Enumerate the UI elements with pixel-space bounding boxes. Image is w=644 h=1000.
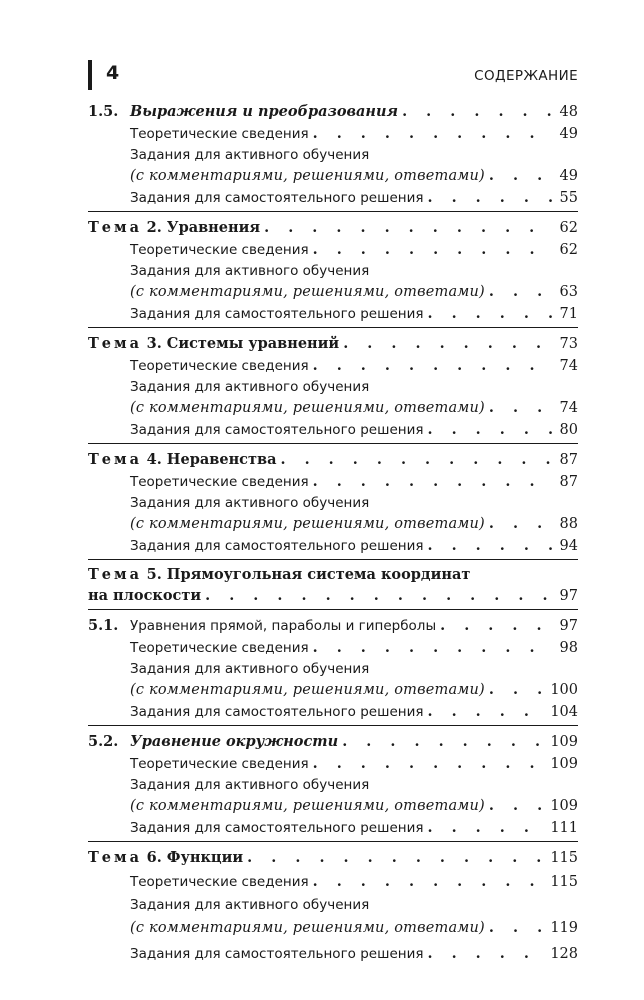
section-title-cont: на плоскости	[88, 587, 202, 604]
dot-leader	[313, 869, 547, 895]
dot-leader	[313, 471, 552, 493]
page-ref: 48	[559, 104, 578, 120]
toc-section-1-5	[88, 101, 578, 212]
toc-entry-active[interactable]	[88, 165, 578, 187]
toc-entry-independent[interactable]	[88, 419, 578, 441]
entry-label: Теоретические сведения	[130, 474, 309, 490]
toc-entry-active-line1[interactable]	[88, 659, 578, 679]
dot-leader	[264, 217, 552, 239]
toc-entry-active[interactable]	[88, 513, 578, 535]
entry-label: Задания для самостоятельного решения	[130, 422, 424, 438]
toc-entry-active-line1[interactable]	[88, 895, 578, 915]
tema-word: Тема	[88, 566, 143, 583]
toc-entry-theory[interactable]	[88, 123, 578, 145]
entry-label: Задания для самостоятельного решения	[130, 538, 424, 554]
toc-entry-heading[interactable]	[88, 585, 578, 607]
dot-leader	[489, 679, 546, 701]
toc-entry-theory[interactable]	[88, 753, 578, 775]
toc-entry-heading[interactable]	[88, 333, 578, 355]
toc-entry-heading[interactable]	[88, 101, 578, 123]
page-ref: 80	[559, 422, 578, 438]
page-number: 4	[106, 62, 120, 84]
toc-entry-heading[interactable]	[88, 847, 578, 869]
entry-label: Задания для активного обучения	[130, 897, 370, 913]
dot-leader	[343, 333, 552, 355]
entry-label: (с комментариями, решениями, ответами)	[130, 168, 485, 184]
dot-leader	[489, 915, 546, 941]
toc-entry-active-line1[interactable]	[88, 377, 578, 397]
page-ref: 55	[559, 190, 578, 206]
dot-leader	[205, 585, 552, 607]
dot-leader	[280, 449, 552, 471]
toc-entry-heading[interactable]	[88, 731, 578, 753]
page-ref: 71	[559, 306, 578, 322]
page-ref: 111	[550, 820, 578, 836]
dot-leader	[313, 239, 552, 261]
toc-section-tema-5	[88, 565, 578, 610]
toc-section-tema-3	[88, 333, 578, 444]
page-ref: 109	[550, 798, 578, 814]
dot-leader	[427, 817, 546, 839]
toc-entry-independent[interactable]	[88, 535, 578, 557]
dot-leader	[313, 355, 552, 377]
dot-leader	[313, 753, 547, 775]
toc-entry-independent[interactable]	[88, 303, 578, 325]
dot-leader	[427, 941, 546, 967]
toc-entry-theory[interactable]	[88, 637, 578, 659]
page-ref: 119	[550, 920, 578, 936]
dot-leader	[247, 847, 546, 869]
page-ref: 109	[550, 756, 578, 772]
dot-leader	[489, 397, 552, 419]
entry-label: Задания для активного обучения	[130, 661, 370, 677]
entry-label: (с комментариями, решениями, ответами)	[130, 516, 485, 532]
section-number: 1.5.	[88, 103, 119, 120]
toc-entry-active-line1[interactable]	[88, 493, 578, 513]
toc-entry-heading-line1[interactable]	[88, 565, 578, 585]
dot-leader	[489, 513, 552, 535]
section-number: 5.1.	[88, 617, 119, 634]
toc-entry-independent[interactable]	[88, 941, 578, 967]
dot-leader	[489, 165, 552, 187]
page-ref: 97	[559, 618, 578, 634]
entry-label: Задания для активного обучения	[130, 263, 370, 279]
toc-entry-independent[interactable]	[88, 187, 578, 209]
entry-label: (с комментариями, решениями, ответами)	[130, 798, 485, 814]
entry-label: Теоретические сведения	[130, 756, 309, 772]
page-ref: 100	[550, 682, 578, 698]
toc-entry-heading[interactable]	[88, 615, 578, 637]
toc-entry-active[interactable]	[88, 795, 578, 817]
toc-entry-independent[interactable]	[88, 701, 578, 723]
page-ref: 74	[559, 400, 578, 416]
section-title: Уравнение окружности	[130, 733, 339, 750]
entry-label: Задания для самостоятельного решения	[130, 704, 424, 720]
entry-label: (с комментариями, решениями, ответами)	[130, 400, 485, 416]
dot-leader	[427, 303, 552, 325]
toc-section-tema-2	[88, 217, 578, 328]
entry-label: Теоретические сведения	[130, 640, 309, 656]
toc-entry-active-line1[interactable]	[88, 775, 578, 795]
section-title: Выражения и преобразования	[130, 103, 399, 120]
page-ref: 115	[550, 874, 578, 890]
page-ref: 88	[559, 516, 578, 532]
page-ref: 98	[559, 640, 578, 656]
entry-label: Задания для самостоятельного решения	[130, 190, 424, 206]
page-ref: 87	[559, 452, 578, 468]
section-title: Уравнения прямой, параболы и гиперболы	[130, 618, 437, 634]
section-number: 5.2.	[88, 733, 119, 750]
dot-leader	[427, 535, 552, 557]
page-ref: 63	[559, 284, 578, 300]
dot-leader	[489, 795, 546, 817]
section-title: 5. Прямоугольная система координат	[146, 566, 471, 583]
entry-label: Задания для активного обучения	[130, 495, 370, 511]
running-head: СОДЕРЖАНИЕ	[474, 68, 578, 84]
toc-section-5-1	[88, 615, 578, 726]
dot-leader	[402, 101, 552, 123]
section-title: 4. Неравенства	[146, 451, 277, 468]
toc-entry-theory[interactable]	[88, 869, 578, 895]
entry-label: Задания для активного обучения	[130, 379, 370, 395]
entry-label: (с комментариями, решениями, ответами)	[130, 920, 485, 936]
tema-word: Тема	[88, 849, 143, 866]
entry-label: Задания для самостоятельного решения	[130, 306, 424, 322]
toc-entry-theory[interactable]	[88, 355, 578, 377]
section-title: 2. Уравнения	[146, 219, 261, 236]
table-of-contents	[88, 101, 578, 974]
header-rule	[88, 60, 92, 90]
toc-entry-active[interactable]	[88, 915, 578, 941]
tema-word: Тема	[88, 335, 143, 352]
toc-entry-theory[interactable]	[88, 239, 578, 261]
toc-section-tema-4	[88, 449, 578, 560]
page-ref: 62	[559, 242, 578, 258]
dot-leader	[313, 637, 552, 659]
page-ref: 115	[550, 850, 578, 866]
entry-label: Теоретические сведения	[130, 874, 309, 890]
entry-label: Теоретические сведения	[130, 242, 309, 258]
page-ref: 62	[559, 220, 578, 236]
toc-section-tema-6	[88, 847, 578, 969]
page-ref: 128	[550, 946, 578, 962]
dot-leader	[313, 123, 552, 145]
toc-entry-active-line1[interactable]	[88, 261, 578, 281]
toc-entry-independent[interactable]	[88, 817, 578, 839]
entry-label: Задания для активного обучения	[130, 777, 370, 793]
entry-label: Задания для самостоятельного решения	[130, 820, 424, 836]
dot-leader	[427, 187, 552, 209]
section-title: 3. Системы уравнений	[146, 335, 340, 352]
dot-leader	[427, 419, 552, 441]
toc-entry-active-line1[interactable]	[88, 145, 578, 165]
entry-label: (с комментариями, решениями, ответами)	[130, 682, 485, 698]
toc-entry-heading[interactable]	[88, 449, 578, 471]
section-title: 6. Функции	[146, 849, 244, 866]
page-ref: 87	[559, 474, 578, 490]
dot-leader	[489, 281, 552, 303]
toc-entry-active[interactable]	[88, 679, 578, 701]
toc-entry-active[interactable]	[88, 281, 578, 303]
page-ref: 97	[559, 588, 578, 604]
tema-word: Тема	[88, 451, 143, 468]
toc-entry-heading[interactable]	[88, 217, 578, 239]
dot-leader	[440, 615, 552, 637]
page-ref: 109	[550, 734, 578, 750]
entry-label: Теоретические сведения	[130, 358, 309, 374]
toc-entry-active[interactable]	[88, 397, 578, 419]
entry-label: Задания для самостоятельного решения	[130, 946, 424, 962]
page-ref: 49	[559, 126, 578, 142]
page-ref: 49	[559, 168, 578, 184]
entry-label: Теоретические сведения	[130, 126, 309, 142]
page-ref: 73	[559, 336, 578, 352]
page-ref: 104	[550, 704, 578, 720]
tema-word: Тема	[88, 219, 143, 236]
entry-label: Задания для активного обучения	[130, 147, 370, 163]
page-ref: 94	[559, 538, 578, 554]
toc-section-5-2	[88, 731, 578, 842]
toc-entry-theory[interactable]	[88, 471, 578, 493]
entry-label: (с комментариями, решениями, ответами)	[130, 284, 485, 300]
dot-leader	[342, 731, 546, 753]
dot-leader	[427, 701, 546, 723]
page-ref: 74	[559, 358, 578, 374]
